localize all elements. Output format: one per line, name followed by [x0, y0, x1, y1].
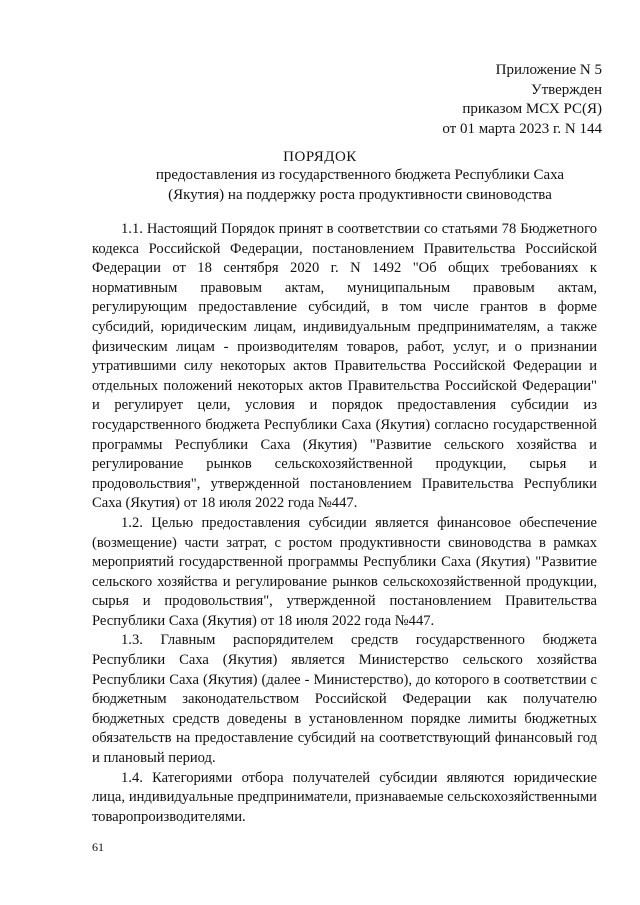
paragraph-1-3: 1.3. Главным распорядителем средств государственного бюджета Республики Саха (Якутия) является Министерство сельского хозяйства Республики Саха (Якутия) (далее - Министерство), до которого в соответствии с бюджетным законодательством Российской Федерации как получателю бюджетных средств доведены в установленном порядке лимиты бюджетных обязательств на предоставление субсидий на соответствующий финансовый год и плановый период.	[92, 632, 597, 767]
paragraph-1-1: 1.1. Настоящий Порядок принят в соответствии со статьями 78 Бюджетного кодекса Российской Федерации, постановлением Правительства Российской Федерации от 18 сентября 2020 г. N 1492 "Об общих требованиях к нормативным правовым актам, муниципальным правовым актам, регулирующим предоставление субсидий, в том числе грантов в форме субсидий, юридическим лицам, индивидуальным предпринимателям, а также физическим лицам - производителям товаров, работ, услуг, и о признании утратившими силу некоторых актов Правительства Российской Федерации и отдельных положений некоторых актов Правительства Российской Федерации" и регулирует цели, условия и порядок предоставления субсидии из государственного бюджета Республики Саха (Якутия) согласно государственной программы Республики Саха (Якутия) "Развитие сельского хозяйства и регулирование рынков сельскохозяйственной продукции, сырья и продовольствия", утвержденной постановлением Правительства Республики Саха (Якутия) от 18 июля 2022 года №447.	[92, 221, 597, 512]
paragraph-1-2: 1.2. Целью предоставления субсидии является финансовое обеспечение (возмещение) части затрат, с ростом продуктивности свиноводства в рамках мероприятий государственной программы Республики Саха (Якутия) "Развитие сельского хозяйства и регулирование рынков сельскохозяйственной продукции, сырья и продовольствия", утвержденной постановлением Правительства Республики Саха (Якутия) от 18 июля 2022 года №447.	[92, 514, 597, 629]
document-body	[92, 220, 597, 827]
approval-block	[442, 61, 602, 139]
order-reference: приказом МСХ РС(Я)	[462, 101, 602, 117]
paragraph-1-4: 1.4. Категориями отбора получателей субсидии являются юридические лица, индивидуальные предприниматели, признаваемые сельскохозяйственными товаропроизводителями.	[92, 769, 597, 825]
page-number: 61	[92, 840, 104, 854]
order-date: от 01 марта 2023 г. N 144	[442, 120, 602, 137]
approved-label: Утвержден	[530, 81, 602, 98]
document-title: ПОРЯДОК	[283, 149, 357, 165]
document-subtitle: предоставления из государственного бюджета Республики Саха (Якутия) на поддержку роста продуктивности свиноводства	[155, 167, 565, 203]
appendix-number: Приложение N 5	[495, 62, 602, 78]
